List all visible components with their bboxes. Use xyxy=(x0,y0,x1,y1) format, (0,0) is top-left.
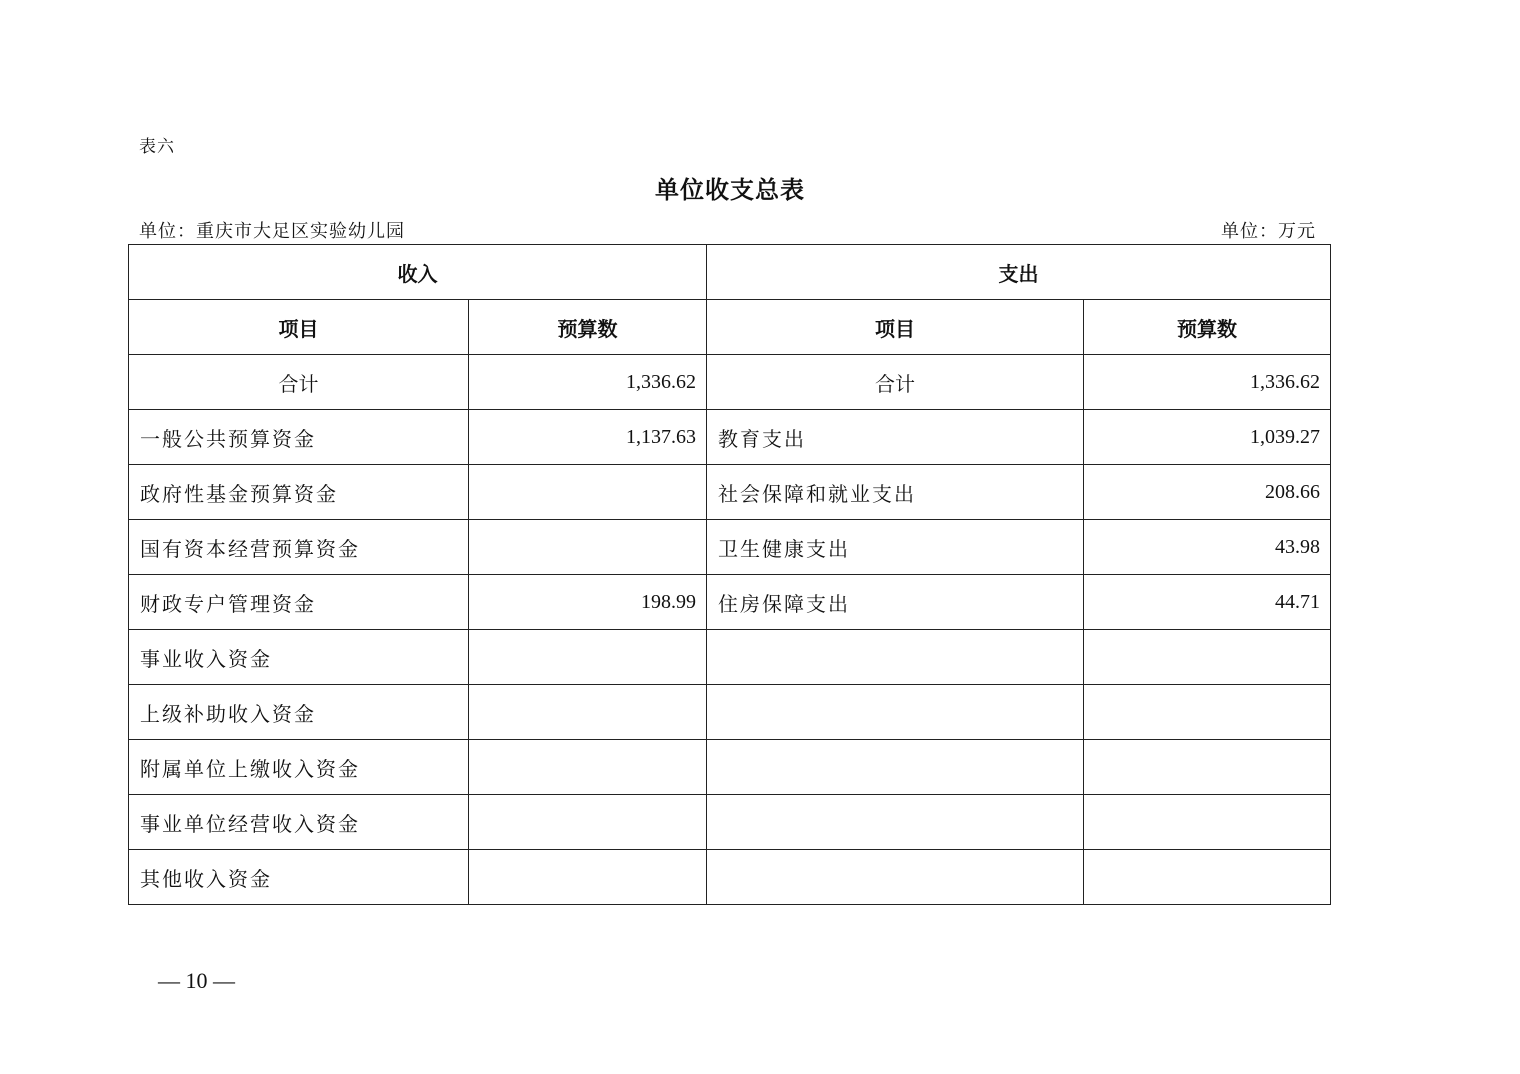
column-header-row xyxy=(129,300,1331,355)
table-row xyxy=(129,630,1331,685)
income-item: 一般公共预算资金 xyxy=(129,410,469,465)
expense-value: 208.66 xyxy=(1084,465,1331,520)
table-row xyxy=(129,465,1331,520)
table-row xyxy=(129,795,1331,850)
income-item: 国有资本经营预算资金 xyxy=(129,520,469,575)
total-row xyxy=(129,355,1331,410)
income-value: 198.99 xyxy=(469,575,707,630)
expense-value: 44.71 xyxy=(1084,575,1331,630)
table-row xyxy=(129,410,1331,465)
expense-item: 卫生健康支出 xyxy=(707,520,1084,575)
unit-organization: 单位：重庆市大足区实验幼儿园 xyxy=(139,221,405,242)
group-header-row xyxy=(129,245,1331,300)
expense-item xyxy=(707,630,1084,685)
expense-value: 1,039.27 xyxy=(1084,410,1331,465)
expense-value xyxy=(1084,850,1331,905)
expense-item xyxy=(707,850,1084,905)
income-item: 事业单位经营收入资金 xyxy=(129,795,469,850)
expense-value xyxy=(1084,740,1331,795)
income-value xyxy=(469,465,707,520)
expense-item: 住房保障支出 xyxy=(707,575,1084,630)
income-value xyxy=(469,685,707,740)
expense-item xyxy=(707,685,1084,740)
expense-item xyxy=(707,795,1084,850)
expense-budget-header: 预算数 xyxy=(1084,300,1331,355)
expense-item-header: 项目 xyxy=(707,300,1084,355)
expense-value xyxy=(1084,795,1331,850)
expense-item: 社会保障和就业支出 xyxy=(707,465,1084,520)
income-budget-header: 预算数 xyxy=(469,300,707,355)
expense-item: 教育支出 xyxy=(707,410,1084,465)
income-total-value: 1,336.62 xyxy=(469,355,707,410)
expense-header: 支出 xyxy=(707,245,1331,300)
income-header: 收入 xyxy=(129,245,707,300)
income-value: 1,137.63 xyxy=(469,410,707,465)
income-item-header: 项目 xyxy=(129,300,469,355)
unit-currency: 单位：万元 xyxy=(1221,221,1316,242)
table-row xyxy=(129,685,1331,740)
income-value xyxy=(469,630,707,685)
income-total-label: 合计 xyxy=(129,355,469,410)
table-row xyxy=(129,575,1331,630)
income-item: 其他收入资金 xyxy=(129,850,469,905)
expense-total-value: 1,336.62 xyxy=(1084,355,1331,410)
table-row xyxy=(129,850,1331,905)
page-title: 单位收支总表 xyxy=(655,175,805,204)
table-row xyxy=(129,740,1331,795)
income-value xyxy=(469,850,707,905)
expense-value xyxy=(1084,685,1331,740)
income-item: 附属单位上缴收入资金 xyxy=(129,740,469,795)
table-row xyxy=(129,520,1331,575)
income-item: 上级补助收入资金 xyxy=(129,685,469,740)
table-label: 表六 xyxy=(139,137,175,157)
page-number: — 10 — xyxy=(158,968,235,993)
income-value xyxy=(469,740,707,795)
budget-table xyxy=(128,244,1331,905)
expense-item xyxy=(707,740,1084,795)
income-value xyxy=(469,520,707,575)
expense-value: 43.98 xyxy=(1084,520,1331,575)
expense-value xyxy=(1084,630,1331,685)
income-item: 政府性基金预算资金 xyxy=(129,465,469,520)
income-item: 财政专户管理资金 xyxy=(129,575,469,630)
income-value xyxy=(469,795,707,850)
income-item: 事业收入资金 xyxy=(129,630,469,685)
expense-total-label: 合计 xyxy=(707,355,1084,410)
